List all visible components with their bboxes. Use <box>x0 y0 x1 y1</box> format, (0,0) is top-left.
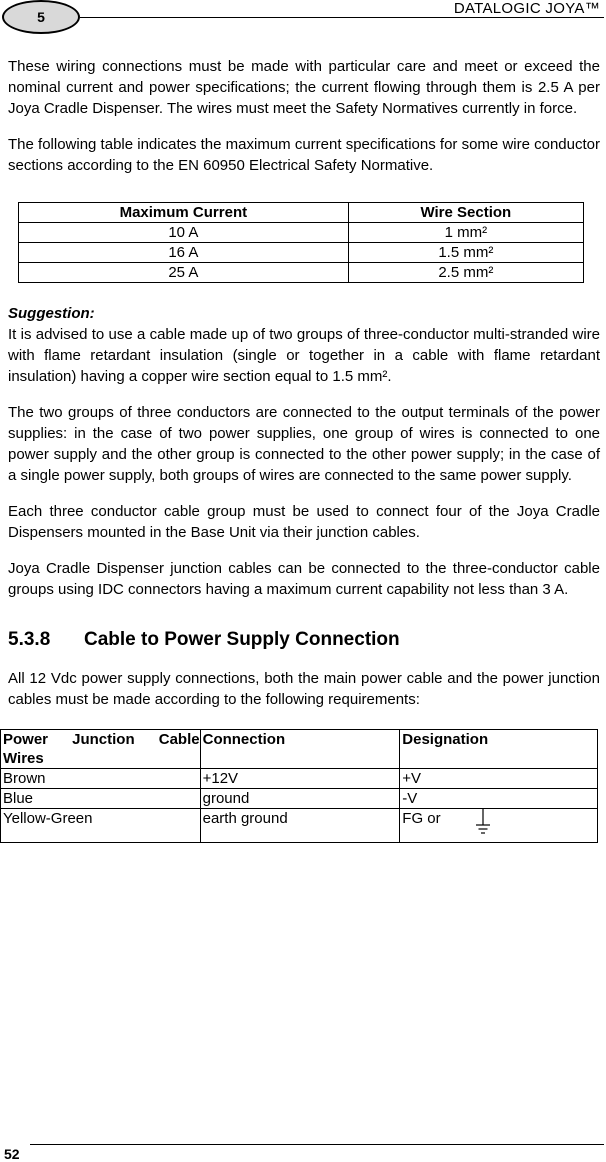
table-header-row <box>1 730 598 769</box>
cell-wire-section: 1.5 mm² <box>348 243 583 263</box>
cell-wire-section: 1 mm² <box>348 223 583 243</box>
table-row <box>19 263 584 283</box>
earth-ground-icon <box>475 809 491 842</box>
section-intro: All 12 Vdc power supply connections, both the main power cable and the power junction cables must be made according to the following requirements: <box>8 670 600 708</box>
cell-designation: +V <box>400 769 598 789</box>
intro-paragraph-2: The following table indicates the maximum current specifications for some wire conductor sections according to the EN 60950 Electrical Safety Normative. <box>8 136 600 174</box>
column-header-connection: Connection <box>200 730 400 769</box>
column-header-wire-section: Wire Section <box>348 203 583 223</box>
intro-paragraph-1: These wiring connections must be made with particular care and meet or exceed the nominal current and power specifications; the current flowing through them is 2.5 A per Joya Cradle Dispenser. The wires must meet the Safety Normatives currently in force. <box>8 58 600 117</box>
suggestion-label: Suggestion: <box>8 305 95 322</box>
table-row <box>19 243 584 263</box>
column-header-designation: Designation <box>400 730 598 769</box>
paragraph-each-group: Each three conductor cable group must be used to connect four of the Joya Cradle Dispensers mounted in the Base Unit via their junction cables. <box>8 503 600 541</box>
current-spec-table <box>18 202 584 283</box>
footer-rule <box>30 1144 604 1145</box>
cell-connection: ground <box>200 789 400 809</box>
header-rule <box>80 17 604 18</box>
section-number: 5.3.8 <box>8 629 51 650</box>
chapter-number: 5 <box>37 9 45 25</box>
cell-connection: earth ground <box>200 809 400 843</box>
section-heading <box>8 628 600 652</box>
cell-wire-section: 2.5 mm² <box>348 263 583 283</box>
paragraph-two-groups: The two groups of three conductors are connected to the output terminals of the power supplies: in the case of two power supplies, one group of wires is connected to one power supply and the other group is connected to the other power supply; in the case of a single power supply, both groups of wires are connected to the same power supply. <box>8 404 600 484</box>
column-header-wires: Power Junction Cable Wires <box>1 730 201 769</box>
header-product-title: DATALOGIC JOYA™ <box>453 0 600 17</box>
table-row <box>1 789 598 809</box>
table-header-row <box>19 203 584 223</box>
table-row <box>1 809 598 843</box>
table-row <box>19 223 584 243</box>
cell-current: 25 A <box>19 263 349 283</box>
section-title: Cable to Power Supply Connection <box>84 629 400 650</box>
column-header-max-current: Maximum Current <box>19 203 349 223</box>
cell-wire-color: Yellow-Green <box>1 809 201 843</box>
page-content <box>3 56 600 843</box>
chapter-badge <box>2 0 80 34</box>
cell-wire-color: Brown <box>1 769 201 789</box>
cell-designation: -V <box>400 789 598 809</box>
page-number: 52 <box>4 1146 20 1162</box>
suggestion-text: It is advised to use a cable made up of two groups of three-conductor multi-stranded wire with flame retardant insulation (single or together in a cable with flame retardant insulation) having a copper wire section equal to 1.5 mm². <box>8 326 600 385</box>
cell-current: 10 A <box>19 223 349 243</box>
cell-current: 16 A <box>19 243 349 263</box>
cell-wire-color: Blue <box>1 789 201 809</box>
cell-designation <box>400 809 598 843</box>
power-wires-table <box>0 729 598 843</box>
paragraph-junction-cables: Joya Cradle Dispenser junction cables can be connected to the three-conductor cable groups using IDC connectors having a maximum current capability not less than 3 A. <box>8 560 600 598</box>
cell-connection: +12V <box>200 769 400 789</box>
designation-text: FG or <box>402 810 441 827</box>
table-row <box>1 769 598 789</box>
